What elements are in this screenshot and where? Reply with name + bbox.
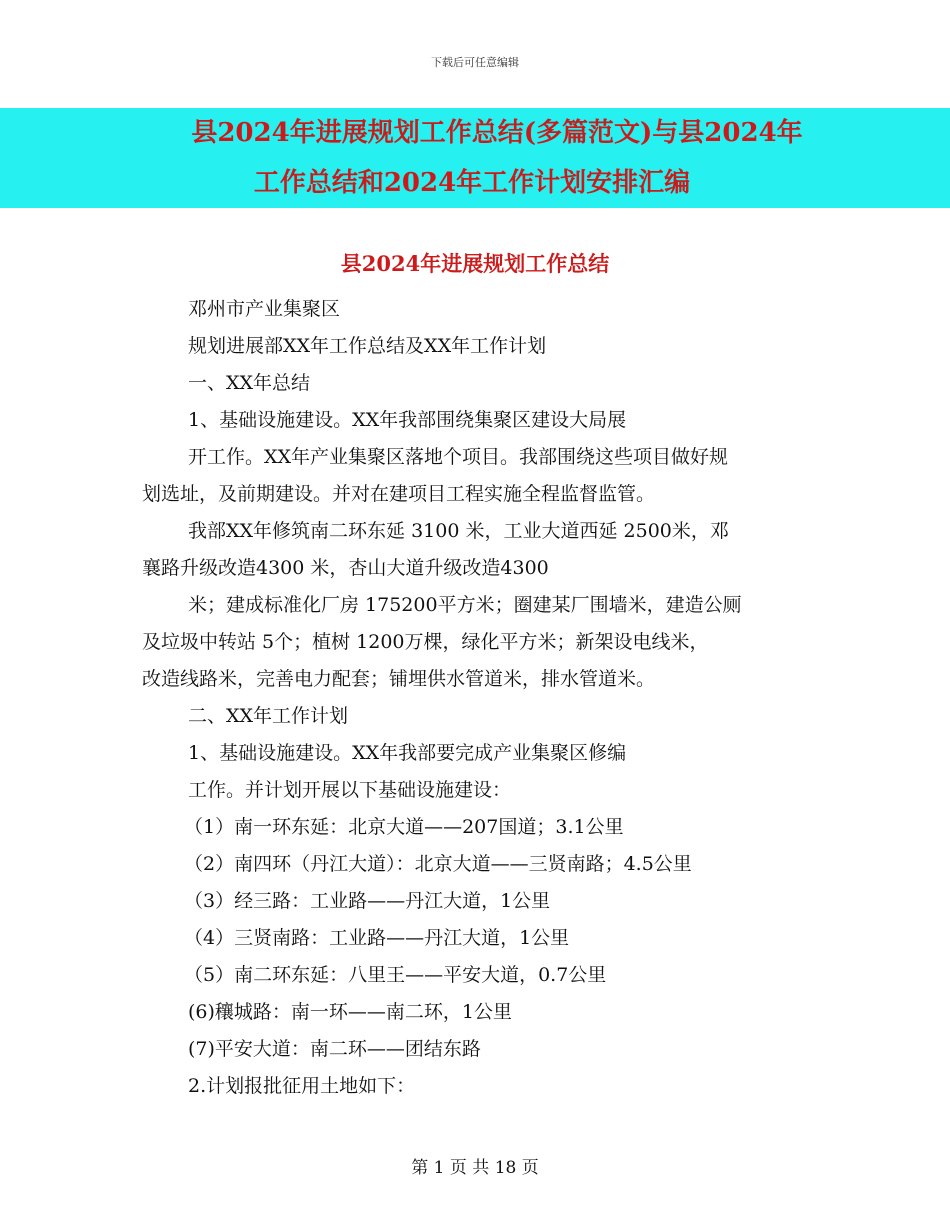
list-item: （1）南一环东延：北京大道——207国道；3.1公里	[184, 816, 624, 838]
body-line: 1、基础设施建设。XX年我部要完成产业集聚区修编	[188, 742, 627, 764]
body-line: 襄路升级改造4300 米，杏山大道升级改造4300	[142, 557, 549, 579]
page-footer: 第 1 页 共 18 页	[411, 1158, 539, 1178]
body-line: 规划进展部XX年工作总结及XX年工作计划	[188, 335, 547, 357]
document-title	[0, 108, 950, 208]
body-line: 及垃圾中转站 5个；植树 1200万棵，绿化平方米；新架设电线米，	[142, 631, 709, 653]
body-line: 我部XX年修筑南二环东延 3100 米，工业大道西延 2500米，邓	[188, 520, 729, 542]
list-item: （3）经三路：工业路——丹江大道，1公里	[184, 890, 551, 912]
list-item: （2）南四环（丹江大道）：北京大道——三贤南路；4.5公里	[184, 853, 692, 875]
body-line: 工作。并计划开展以下基础设施建设：	[188, 779, 512, 801]
body-line: 1、基础设施建设。XX年我部围绕集聚区建设大局展	[188, 409, 627, 431]
body-line: 划选址，及前期建设。并对在建项目工程实施全程监督监管。	[142, 483, 656, 505]
body-line: 邓州市产业集聚区	[188, 298, 341, 320]
body-line: 开工作。XX年产业集聚区落地个项目。我部围绕这些项目做好规	[188, 446, 729, 468]
body-line: 2.计划报批征用土地如下：	[188, 1075, 416, 1097]
section-title: 县2024年进展规划工作总结	[340, 251, 610, 276]
list-item: （4）三贤南路：工业路——丹江大道，1公里	[184, 927, 570, 949]
list-item: (6)穰城路：南一环——南二环，1公里	[188, 1001, 513, 1023]
title-line-2: 工作总结和2024年工作计划安排汇编	[253, 168, 691, 198]
list-item: (7)平安大道：南二环——团结东路	[188, 1038, 481, 1060]
body-line: 一、XX年总结	[188, 372, 311, 394]
title-line-1: 县2024年进展规划工作总结(多篇范文)与县2024年	[191, 118, 803, 148]
body-line: 二、XX年工作计划	[188, 705, 349, 727]
header-note: 下载后可任意编辑	[431, 56, 519, 69]
body-line: 改造线路米，完善电力配套；铺埋供水管道米，排水管道米。	[142, 668, 656, 690]
list-item: （5）南二环东延：八里王——平安大道，0.7公里	[184, 964, 607, 986]
body-line: 米；建成标准化厂房 175200平方米；圈建某厂围墙米，建造公厕	[188, 594, 742, 616]
document-body	[142, 291, 808, 1105]
